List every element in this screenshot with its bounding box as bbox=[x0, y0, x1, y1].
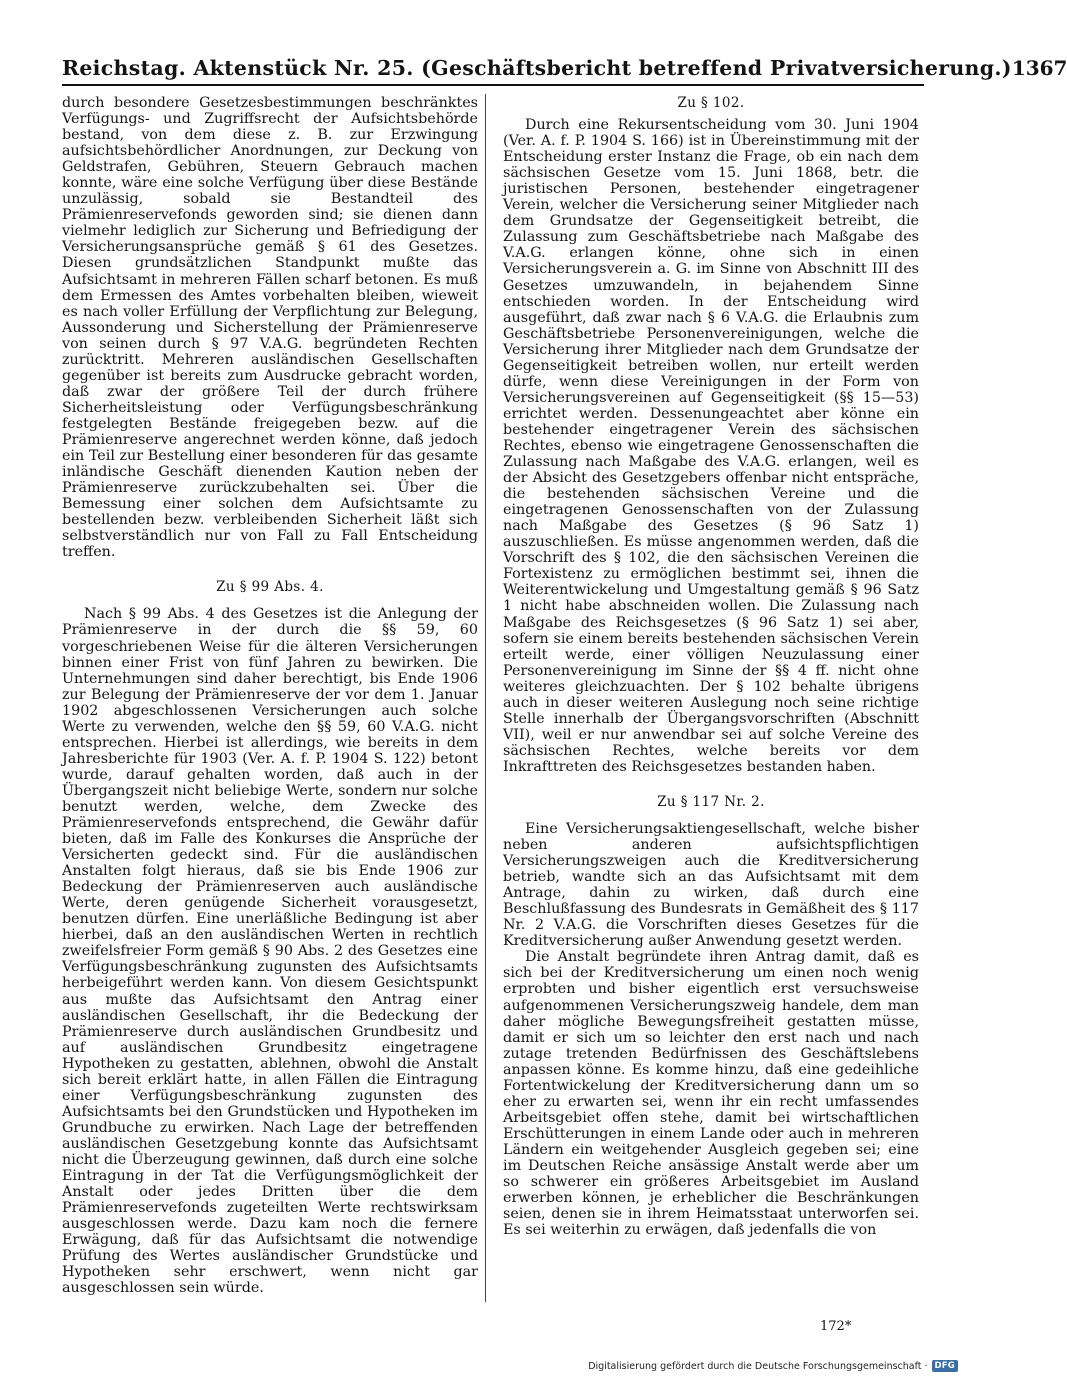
paragraph: durch besondere Gesetzesbestimmungen beschränktes Verfügungs- und Zugriffsrecht der Aufsichtsbehörde bestand, von dem diese z. B. zur Erzwingung aufsichtsbehördlicher Anordnungen, zur Deckung von Geldstrafen, Gebühren, Steuern Gebrauch machen konnte, wäre eine solche Verfügung über diese Bestände unzulässig, sobald sie Bestandteil des Prämienreservefonds geworden sind; sie dienen dann vielmehr lediglich zur Sicherung und Befriedigung der Versicherungsansprüche gemäß § 61 des Gesetzes. Diesen grundsätzlichen Standpunkt mußte das Aufsichtsamt in mehreren Fällen scharf betonen. Es muß dem Ermessen des Amtes vorbehalten bleiben, wieweit es nach voller Erfüllung der Verpflichtung zur Belegung, Aussonderung und Sicherstellung der Prämienreserve von seinen durch § 97 V.A.G. begründeten Rechten zurücktritt. Mehreren ausländischen Gesellschaften gegenüber ist bereits zum Ausdrucke gebracht worden, daß zwar der größere Teil der durch frühere Sicherheitsleistung oder Verfügungsbeschränkung festgelegten Bestände freigegeben bezw. auf die Prämienreserve angerechnet werden könne, daß jedoch ein Teil zur Bestellung einer besonderen für das gesamte inländische Geschäft dienenden Kaution neben der Prämienreserve zurückzubehalten sei. Über die Bemessung einer solchen dem Aufsichtsamte zu bestellenden bezw. verbleibenden Sicherheit läßt sich selbstverständlich nur von Fall zu Fall Entscheidung treffen. bbox=[62, 95, 478, 561]
credit-text: Digitalisierung gefördert durch die Deutsche Forschungsgemeinschaft · bbox=[588, 1360, 928, 1372]
paragraph: Nach § 99 Abs. 4 des Gesetzes ist die Anlegung der Prämienreserve in der durch die §§ 59, 60 vorgeschriebenen Weise für die älteren Versicherungen binnen einer Frist von fünf Jahren zu bewirken. Die Unternehmungen sind daher berechtigt, bis Ende 1906 zur Belegung der Prämienreserve der vor dem 1. Januar 1902 abgeschlossenen Versicherungen auch solche Werte zu verwenden, welche den §§ 59, 60 V.A.G. nicht entsprechen. Hierbei ist allerdings, wie bereits in dem Jahresberichte für 1903 (Ver. A. f. P. 1904 S. 122) betont wurde, darauf gehalten worden, daß auch in der Übergangszeit nicht beliebige Werte, sondern nur solche benutzt werden, welche, dem Zwecke des Prämienreservefonds entsprechend, die Gewähr dafür bieten, daß im Falle des Konkurses die Ansprüche der Versicherten gedeckt sind. Für die ausländischen Anstalten folgt hieraus, daß sie bis Ende 1906 zur Bedeckung der Prämienreserven auch ausländische Werte, deren genügende Sicherheit vorausgesetzt, benutzen dürfen. Eine unerläßliche Bedingung ist aber hierbei, daß an den ausländischen Werten in rechtlich zweifelsfreier Form gemäß § 90 Abs. 2 des Gesetzes eine Verfügungsbeschränkung zugunsten des Aufsichtsamts herbeigeführt werden kann. Von diesem Gesichtspunkt aus mußte das Aufsichtsamt den Antrag einer ausländischen Gesellschaft, ihr die Bedeckung der Prämienreserve durch ausländischen Grundbesitz und auf ausländischen Grundbesitz eingetragene Hypotheken zu gestatten, ablehnen, obwohl die Anstalt sich bereit erklärt hatte, in allen Fällen die Eintragung einer Verfügungsbeschränkung zugunsten des Aufsichtsamts bei den Grundstücken und Hypotheken im Grundbuche zu erwirken. Nach Lage der betreffenden ausländischen Gesetzgebung konnte das Aufsichtsamt nicht die Überzeugung gewinnen, daß durch eine solche Eintragung in der Tat die Verfügungsmöglichkeit der Anstalt oder jedes Dritten über die dem Prämienreservefonds zugeteilten Werte rechtswirksam ausgeschlossen werde. Dazu kam noch die fernere Erwägung, daß für das Aufsichtsamt die notwendige Prüfung des Wertes ausländischer Grundstücke und Hypotheken sehr erschwert, wenn nicht gar ausgeschlossen sein würde. bbox=[62, 606, 478, 1297]
right-column bbox=[503, 95, 919, 1238]
dfg-logo: DFG bbox=[932, 1360, 958, 1372]
running-header bbox=[62, 44, 1067, 86]
paragraph: Durch eine Rekursentscheidung vom 30. Juni 1904 (Ver. A. f. P. 1904 S. 166) ist in Übereinstimmung mit der Entscheidung erster Instanz die Frage, ob ein nach dem sächsischen Gesetze vom 15. Juni 1868, betr. die juristischen Personen, bestehender eingetragener Verein, welcher die Versicherung seiner Mitglieder nach dem Grundsatze der Gegenseitigkeit betreibt, die Zulassung zum Geschäftsbetriebe nach Maßgabe des V.A.G. erlangen könne, ohne sich in einen Versicherungsverein a. G. im Sinne von Abschnitt III des Gesetzes umzuwandeln, in bejahendem Sinne entschieden worden. In der Entscheidung wird ausgeführt, daß zwar nach § 6 V.A.G. die Erlaubnis zum Geschäftsbetriebe Personenvereinigungen, welche die Versicherung ihrer Mitglieder nach dem Grundsatze der Gegenseitigkeit betreiben wollen, nur erteilt werden dürfe, wenn diese Vereinigungen in der Form von Versicherungsvereinen auf Gegenseitigkeit (§§ 15—53) errichtet werden. Dessenungeachtet aber könne ein bestehender eingetragener Verein des sächsischen Rechtes, ebenso wie eingetragene Genossenschaften die Zulassung nach Maßgabe des V.A.G. erlangen, weil es der Absicht des Gesetzgebers offenbar nicht entspräche, die bestehenden sächsischen Vereine und die eingetragenen Genossenschaften von der Zulassung nach Maßgabe des Gesetzes (§ 96 Satz 1) auszuschließen. Es müsse angenommen werden, daß die Vorschrift des § 102, die den sächsischen Vereinen die Fortexistenz zu ermöglichen bestimmt sei, ihnen die Weiterentwickelung und Umgestaltung gemäß § 96 Satz 1 nicht habe abschneiden wollen. Die Zulassung nach Maßgabe des Reichsgesetzes (§ 96 Satz 1) sei aber, sofern sie einem bereits bestehenden sächsischen Verein erteilt werde, einer völligen Neuzulassung einer Personenvereinigung im Sinne der §§ 4 ff. nicht ohne weiteres gleichzuachten. Der § 102 behalte übrigens auch in dieser weiteren Auslegung noch seine richtige Stelle innerhalb der Übergangsvorschriften (Abschnitt VII), weil er nur anwendbar sei auf solche Vereine des sächsischen Rechtes, welche bereits vor dem Inkrafttreten des Reichsgesetzes bestanden haben. bbox=[503, 117, 919, 775]
section-heading: Zu § 117 Nr. 2. bbox=[657, 793, 765, 810]
page-number: 1367 bbox=[1011, 56, 1067, 80]
column-divider bbox=[485, 94, 486, 1302]
paragraph: Eine Versicherungsaktiengesellschaft, welche bisher neben anderen aufsichtspflichtigen Versicherungszweigen auch die Kreditversicherung betrieb, wandte sich an das Aufsichtsamt mit dem Antrage, dahin zu wirken, daß durch eine Beschlußfassung des Bundesrats in Gemäßheit des § 117 Nr. 2 V.A.G. die Vorschriften dieses Gesetzes für die Kreditversicherung außer Anwendung gesetzt werden. bbox=[503, 821, 919, 950]
printer-signature: 172* bbox=[820, 1319, 852, 1334]
section-heading: Zu § 102. bbox=[677, 95, 745, 111]
left-column bbox=[62, 95, 478, 1296]
digitization-credit bbox=[588, 1360, 958, 1372]
section-heading: Zu § 99 Abs. 4. bbox=[216, 579, 324, 596]
paragraph: Die Anstalt begründete ihren Antrag damit, daß es sich bei der Kreditversicherung um einen noch wenig erprobten und bisher eigentlich erst versuchsweise aufgenommenen Versicherungszweig handele, dem man daher mögliche Bewegungsfreiheit gestatten müsse, damit er sich um so leichter den erst nach und nach zutage tretenden Bedürfnissen des Geschäftslebens anpassen könne. Es komme hinzu, daß eine gedeihliche Fortentwickelung der Kreditversicherung dann um so eher zu erwarten sei, wenn ihr ein recht umfassendes Arbeitsgebiet offen stehe, damit bei wirtschaftlichen Erschütterungen in einem Lande oder auch in mehreren Ländern ein weitgehender Ausgleich gegeben sei; eine im Deutschen Reiche ansässige Anstalt werde aber um so schwerer ein größeres Arbeitsgebiet im Ausland erwerben können, je erheblicher die Beschränkungen seien, denen sie in ihrem Heimatsstaat unterworfen sei. Es sei weiterhin zu erwägen, daß jedenfalls die von bbox=[503, 949, 919, 1239]
running-title: Reichstag. Aktenstück Nr. 25. (Geschäftsbericht betreffend Privatversicherung.) bbox=[62, 56, 1012, 80]
